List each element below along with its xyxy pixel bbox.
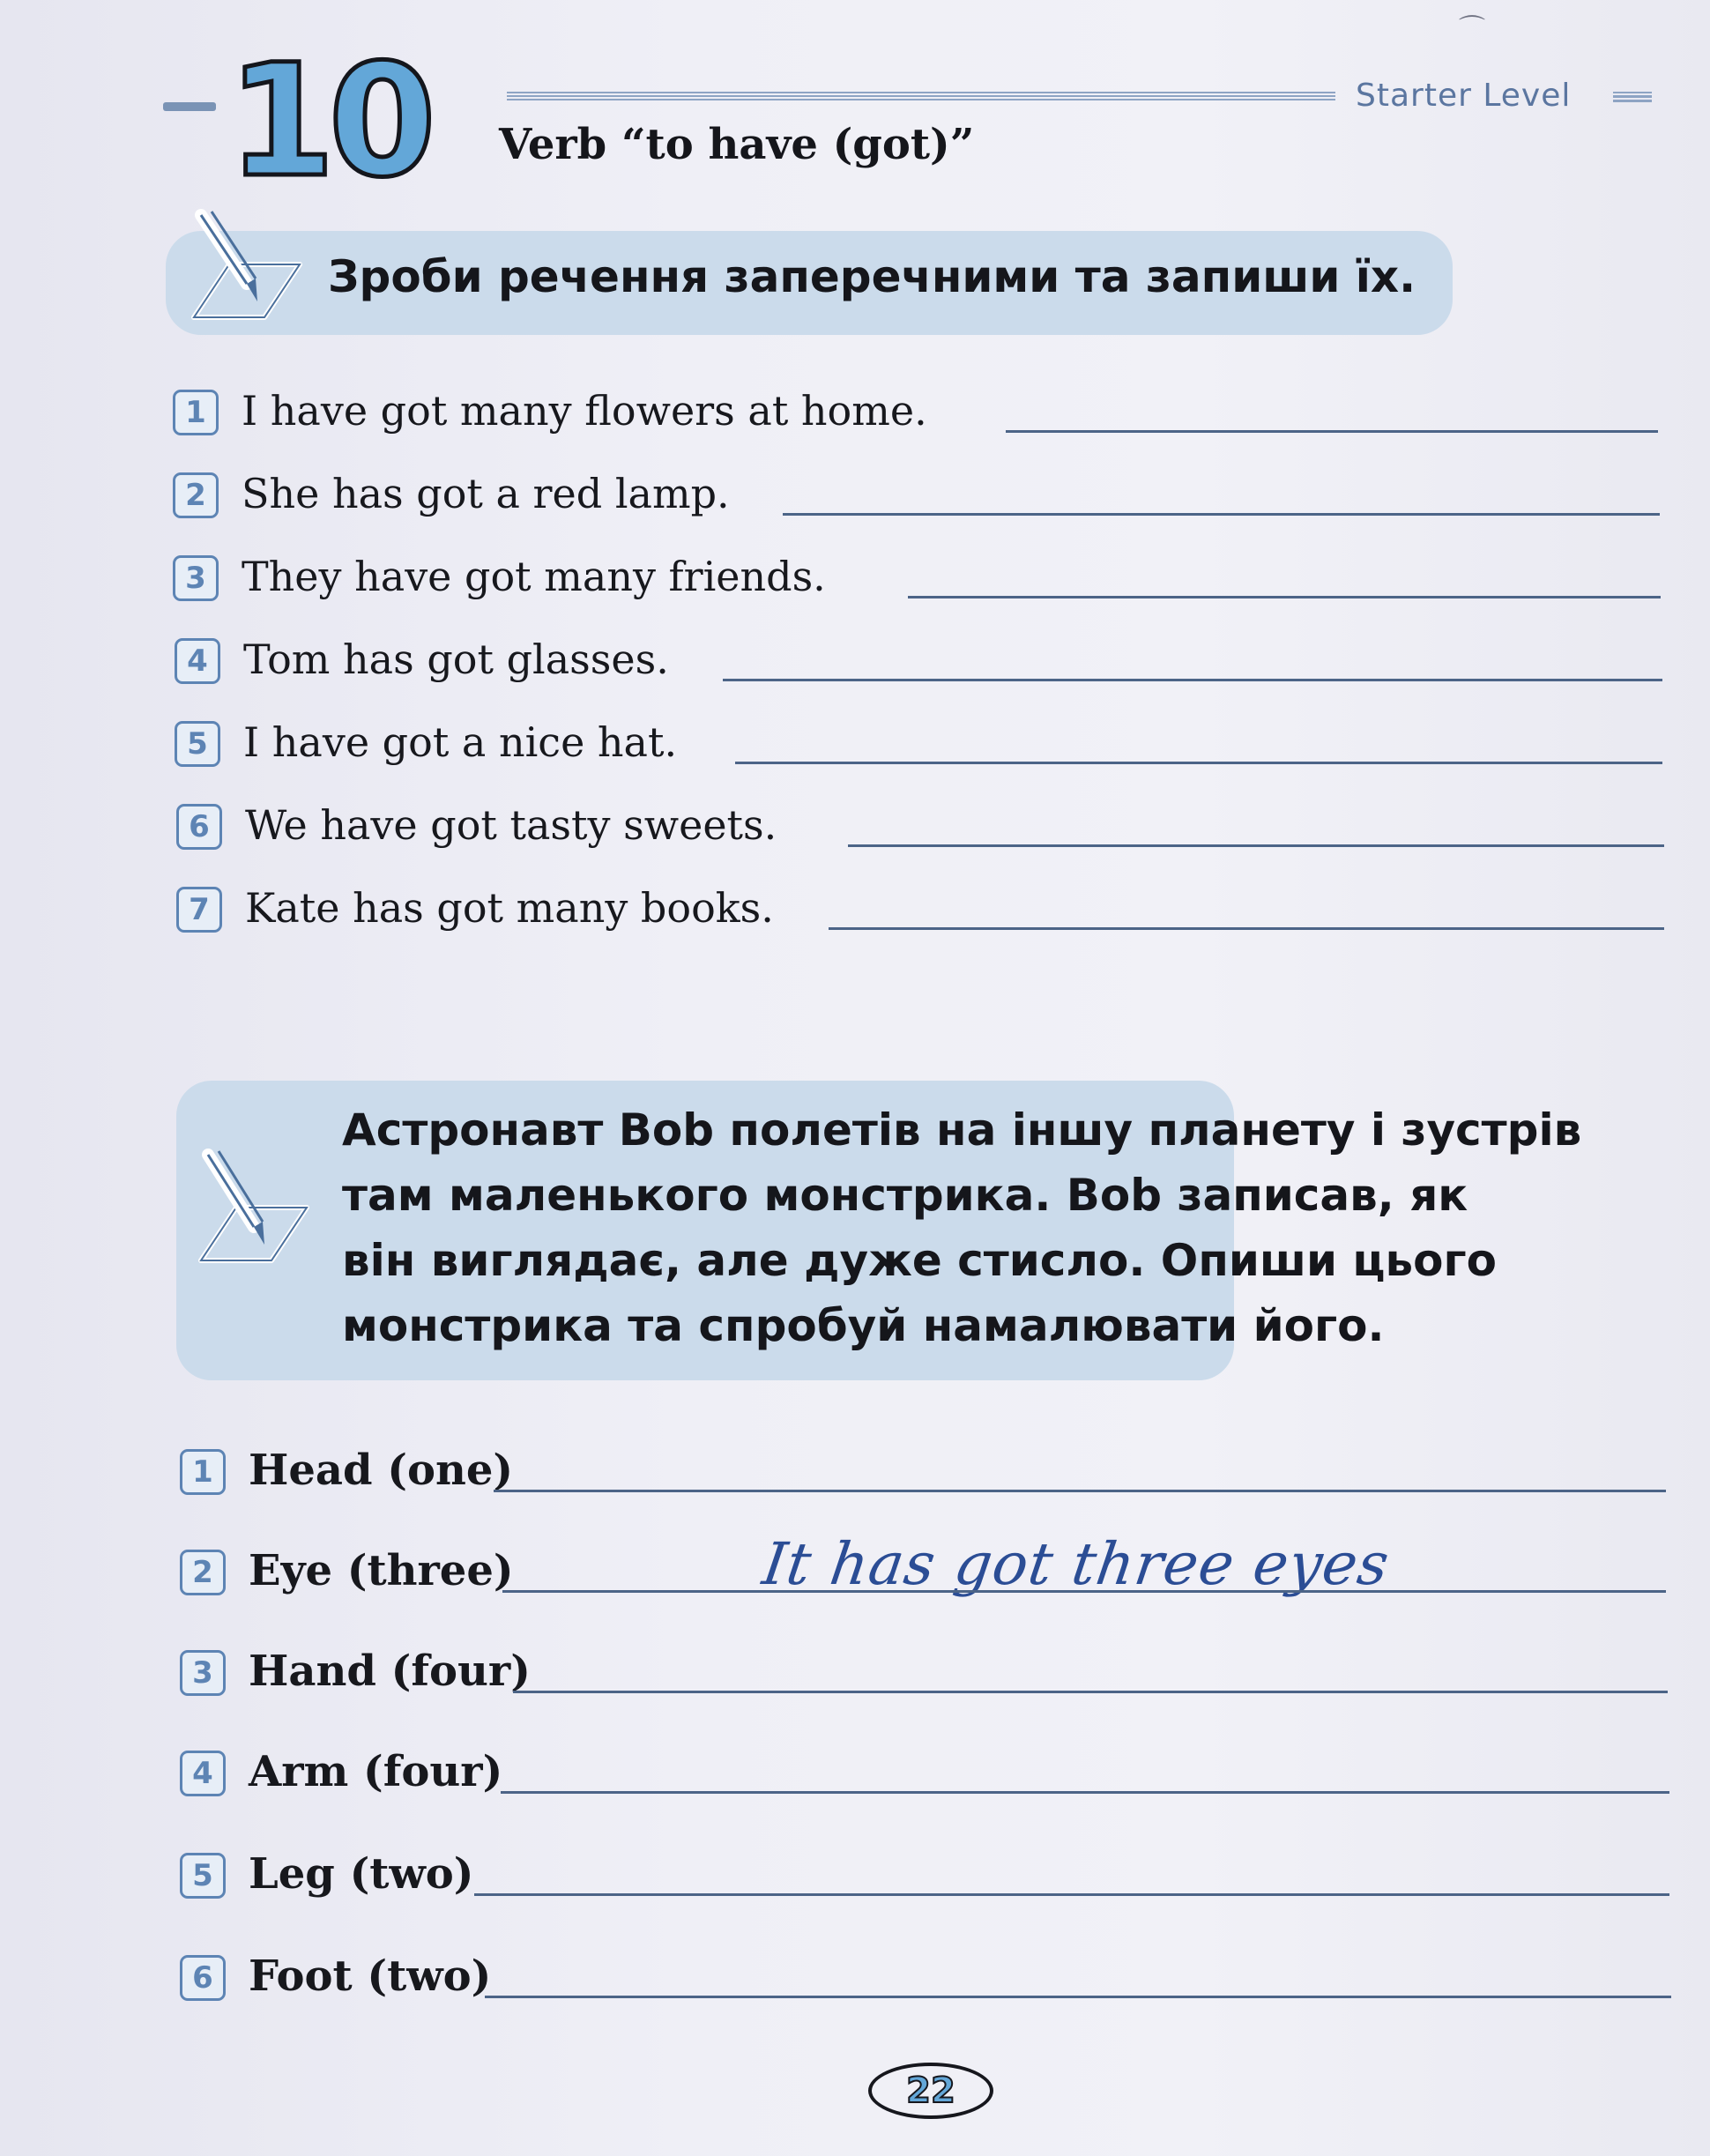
pencil-writing-icon (176, 203, 309, 335)
answer-line[interactable] (908, 596, 1661, 598)
unit-title: Verb “to have (got)” (499, 120, 975, 169)
answer-line[interactable] (723, 679, 1662, 681)
item-number-badge: 6 (180, 1955, 226, 2001)
answer-line[interactable] (474, 1893, 1669, 1896)
item-number-badge: 5 (180, 1853, 226, 1899)
instruction-line: Астронавт Bob полетів на іншу планету і зустрів (342, 1104, 1582, 1156)
exercise-sentence: We have got tasty sweets. (245, 801, 777, 849)
list-item (180, 1747, 1669, 1800)
header-lead-dash (163, 102, 216, 111)
exercise-1-instruction: Зроби речення заперечними та запиши їх. (328, 251, 1416, 302)
exercise-sentence: I have got many flowers at home. (242, 387, 927, 435)
exercise-2-instruction (342, 1097, 1582, 1358)
answer-line[interactable] (1006, 430, 1658, 433)
exercise-sentence: They have got many friends. (242, 553, 826, 600)
exercise-prompt: Head (one) (249, 1446, 514, 1495)
exercise-sentence: Kate has got many books. (245, 884, 774, 932)
answer-line[interactable] (783, 513, 1660, 516)
instruction-line: там маленького монстрика. Bob записав, як (342, 1170, 1468, 1221)
exercise-sentence: Tom has got glasses. (243, 636, 669, 683)
answer-line[interactable] (502, 1590, 1666, 1593)
list-item (175, 717, 1664, 770)
list-item (180, 1530, 1669, 1599)
item-number-badge: 6 (176, 804, 222, 850)
instruction-line: монстрика та спробуй намалювати його. (342, 1300, 1385, 1351)
list-item (180, 1446, 1669, 1498)
answer-line[interactable] (829, 927, 1664, 930)
item-number-badge: 2 (180, 1550, 226, 1595)
exercise-prompt: Arm (four) (249, 1747, 503, 1796)
list-item (176, 800, 1666, 853)
instruction-line: він виглядає, але дуже стисло. Опиши цього (342, 1235, 1497, 1286)
list-item (180, 1952, 1669, 2004)
item-number-badge: 2 (173, 472, 219, 518)
list-item (173, 552, 1662, 605)
list-item (175, 635, 1664, 688)
list-item (176, 883, 1666, 936)
exercise-prompt: Eye (three) (249, 1546, 514, 1595)
unit-number: 10 (227, 31, 429, 212)
pencil-writing-icon (187, 1139, 319, 1280)
exercise-prompt: Foot (two) (249, 1952, 492, 2001)
item-number-badge: 3 (180, 1650, 226, 1696)
answer-line[interactable] (501, 1791, 1669, 1794)
answer-line[interactable] (494, 1490, 1666, 1492)
item-number-badge: 5 (175, 721, 220, 767)
header-rule (507, 92, 1335, 100)
corner-scribble-icon: ⌒ (1459, 14, 1485, 45)
item-number-badge: 7 (176, 887, 222, 933)
item-number-badge: 4 (175, 638, 220, 684)
answer-line[interactable] (735, 762, 1662, 764)
list-item (180, 1849, 1669, 1902)
item-number-badge: 4 (180, 1751, 226, 1796)
item-number-badge: 1 (180, 1449, 226, 1495)
level-label: Starter Level (1356, 78, 1572, 114)
answer-line[interactable] (513, 1691, 1668, 1693)
answer-line[interactable] (485, 1996, 1671, 1998)
exercise-prompt: Hand (four) (249, 1647, 531, 1696)
list-item (180, 1647, 1669, 1699)
exercise-prompt: Leg (two) (249, 1849, 474, 1899)
header-tail-dash (1613, 92, 1652, 102)
list-item (173, 386, 1662, 439)
answer-line[interactable] (848, 844, 1664, 847)
list-item (173, 469, 1662, 522)
page-number: 22 (906, 2071, 955, 2111)
handwritten-answer: It has got three eyes (758, 1530, 1394, 1598)
item-number-badge: 3 (173, 555, 219, 601)
exercise-sentence: I have got a nice hat. (243, 718, 678, 766)
exercise-sentence: She has got a red lamp. (242, 470, 730, 517)
item-number-badge: 1 (173, 390, 219, 435)
